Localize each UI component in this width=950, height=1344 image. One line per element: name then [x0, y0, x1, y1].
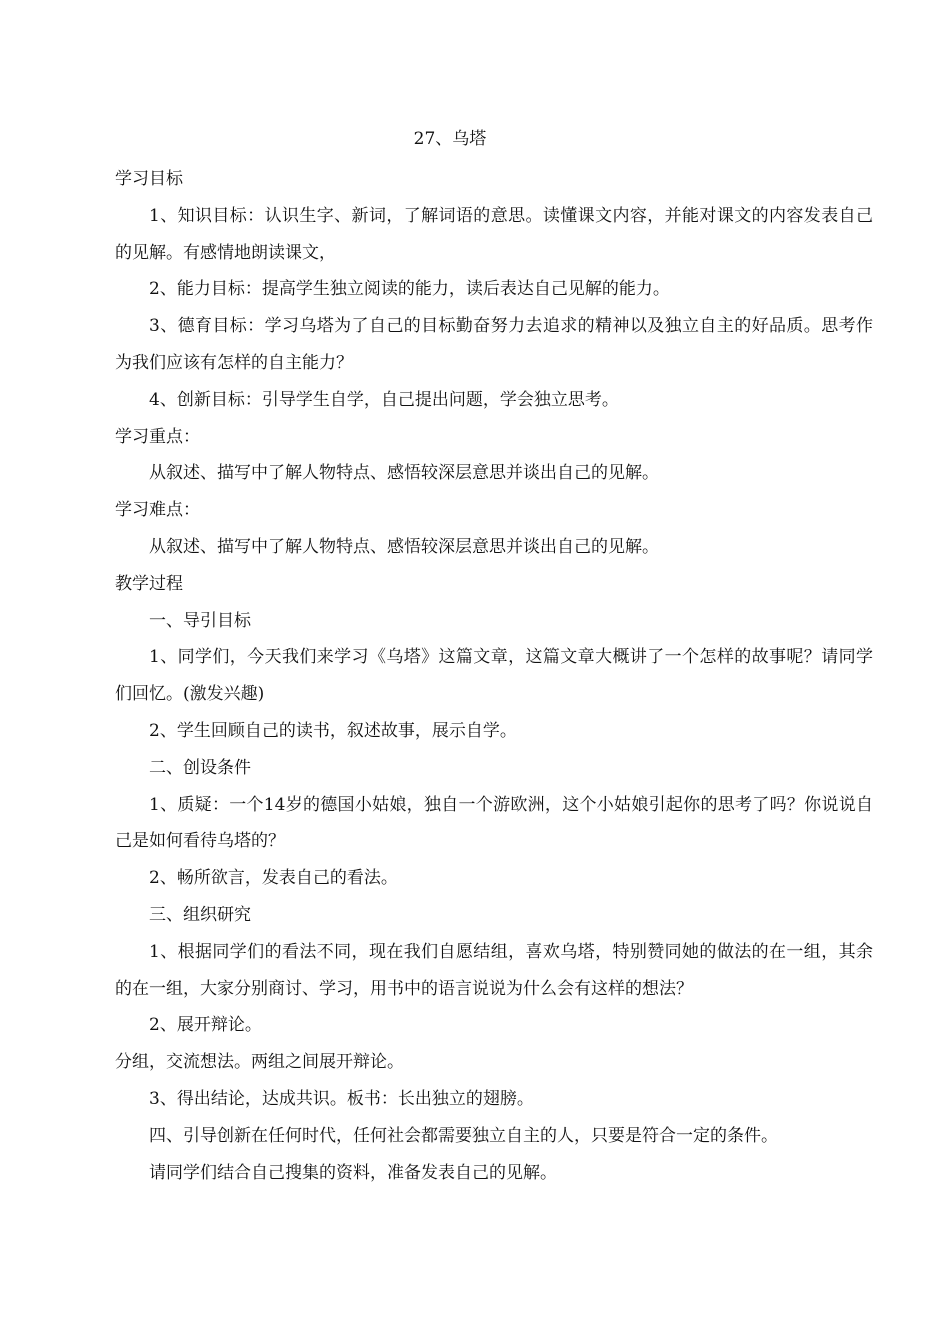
document-body	[115, 161, 873, 1191]
paragraph-step-one-item-2: 2、学生回顾自己的读书，叙述故事，展示自学。	[149, 720, 517, 741]
paragraph-step-four-item-1: 请同学们结合自己搜集的资料，准备发表自己的见解。	[149, 1162, 557, 1183]
paragraph-difficult-point: 从叙述、描写中了解人物特点、感悟较深层意思并谈出自己的见解。	[149, 536, 659, 557]
paragraph-step-two-item-1: 1、质疑：一个14岁的德国小姑娘，独自一个游欧洲，这个小姑娘引起你的思考了吗？你说说自己是如何看待乌塔的？	[115, 794, 873, 852]
subheading-step-two: 二、创设条件	[149, 757, 251, 778]
section-heading-learning-goals: 学习目标	[115, 169, 183, 189]
paragraph-key-point: 从叙述、描写中了解人物特点、感悟较深层意思并谈出自己的见解。	[149, 463, 659, 484]
subheading-step-three: 三、组织研究	[149, 904, 251, 925]
paragraph-ability-goal: 2、能力目标：提高学生独立阅读的能力，读后表达自己见解的能力。	[149, 279, 670, 300]
paragraph-moral-goal: 3、德育目标：学习乌塔为了自己的目标勤奋努力去追求的精神以及独立自主的好品质。思考作为我们应该有怎样的自主能力？	[115, 316, 873, 373]
section-heading-key-points: 学习重点：	[115, 426, 200, 447]
document-title: 27、乌塔	[413, 129, 487, 149]
paragraph-step-three-item-2: 2、展开辩论。	[149, 1015, 262, 1036]
section-heading-teaching-process: 教学过程	[115, 573, 183, 594]
paragraph-step-one-item-1: 1、同学们，今天我们来学习《乌塔》这篇文章，这篇文章大概讲了一个怎样的故事呢？请同学们回忆。(激发兴趣)	[115, 647, 873, 705]
section-heading-difficult-points: 学习难点：	[115, 500, 200, 521]
paragraph-group-discussion: 分组，交流想法。两组之间展开辩论。	[115, 1052, 404, 1073]
paragraph-step-three-item-3: 3、得出结论，达成共识。板书：长出独立的翅膀。	[149, 1088, 534, 1109]
subheading-step-one: 一、导引目标	[149, 610, 251, 631]
paragraph-knowledge-goal: 1、知识目标：认识生字、新词，了解词语的意思。读懂课文内容，并能对课文的内容发表自己的见解。有感情地朗读课文，	[115, 205, 873, 263]
subheading-step-four: 四、引导创新在任何时代，任何社会都需要独立自主的人，只要是符合一定的条件。	[149, 1125, 778, 1146]
paragraph-innovation-goal: 4、创新目标：引导学生自学，自己提出问题，学会独立思考。	[149, 389, 619, 410]
paragraph-step-two-item-2: 2、畅所欲言，发表自己的看法。	[149, 868, 398, 889]
paragraph-step-three-item-1: 1、根据同学们的看法不同，现在我们自愿结组，喜欢乌塔，特别赞同她的做法的在一组，其余的在一组，大家分别商讨、学习，用书中的语言说说为什么会有这样的想法？	[115, 941, 873, 999]
